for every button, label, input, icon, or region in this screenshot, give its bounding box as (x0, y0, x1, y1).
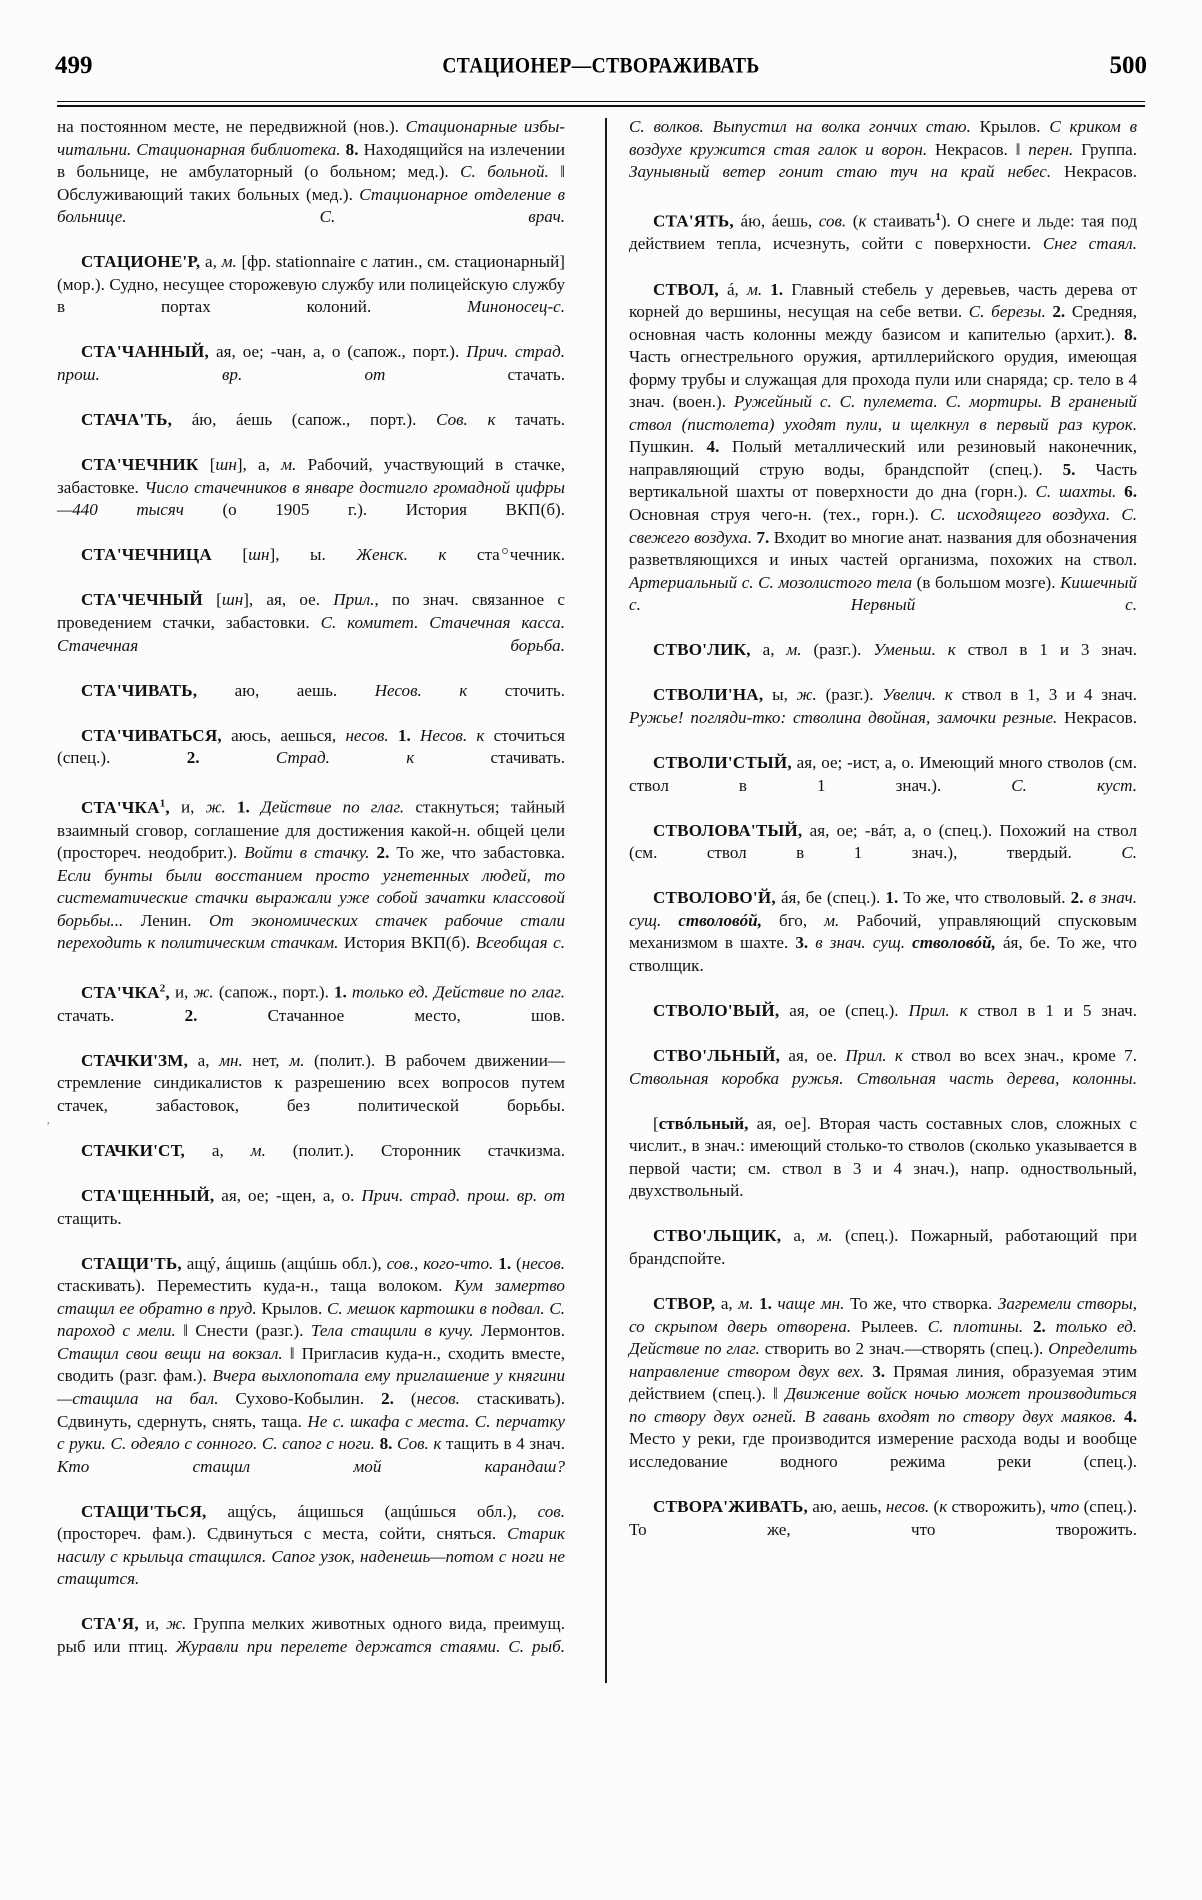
dictionary-entry: СТАЧА'ТЬ, áю, áешь (сапож., порт.). Сов. к тачать. (81, 410, 566, 430)
dictionary-entry: СТАЧКИ'СТ, а, м. (полит.). Сторонник стачкизма. (81, 1140, 565, 1160)
dictionary-entry: СТАЧКИ'ЗМ, а, мн. нет, м. (полит.). В рабочем движении—стремление синдикалистов к разрешению всех вопросов путем стачек, забастовок, без политической борьбы. (57, 1050, 565, 1115)
dictionary-entry: СТВОЛИ'НА, ы, ж. (разг.). Увелич. к ствол в 1, 3 и 4 знач. Ружье! погляди-тко: стволина двойная, замочки резные. Некрасов. (629, 685, 1138, 727)
dictionary-entry: СТАЩИ'ТЬСЯ, ащýсь, áщишься (ащúшься обл.), сов. (простореч. фам.). Сдвинуться с места, сойти, сняться. Старик насилу с крыльца стащился. Сапог узок, наденешь—потом с ноги не стащится. (57, 1501, 565, 1589)
folio-right: 500 (1109, 52, 1147, 79)
dictionary-entry: СТАЦИОНЕ'Р, а, м. [фр. stationnaire с латин., см. стационарный] (мор.). Судно, несущее сторожевую службу или полицейскую службу в портах колоний. Миноносец-с. (57, 252, 565, 317)
dictionary-entry: СТВОЛ, á, м. 1. Главный стебель у деревьев, часть дерева от корней до вершины, несущая на себе ветви. С. березы. 2. Средняя, основная часть колонны между базисом и капителью (архит.). 8. Часть огнестрельного оружия, артиллерийского орудия, имеющая форму трубы и служащая для прохода пули или снаряда; ср. тело в 4 знач. (воен.). Ружейный с. С. пулемета. С. мортиры. В граненый ствол (пистолета) уходят пули, и щелкнул в первый раз курок. Пушкин. 4. Полый металлический или резиновый наконечник, направляющий струю воды, брандспойт (спец.). 5. Часть вертикальной шахты от поверхности до дна (горн.). С. шахты. 6. Основная струя чего-н. (тех., горн.). С. исходящего воздуха. С. свежего воздуха. 7. Входит во многие анат. названия для обозначения разветвляющихся и иных частей организма, похожих на ствол. Артериальный с. С. мозолистого тела (в большом мозге). Кишечный с. Нервный с. (629, 279, 1137, 615)
running-head-title: СТАЦИОНЕР—СТВОРАЖИВАТЬ (442, 54, 760, 78)
column-right (629, 116, 1137, 1766)
dictionary-entry: СТВОЛО'ВЫЙ, ая, ое (спец.). Прил. к ствол в 1 и 5 знач. (653, 1001, 1138, 1021)
dictionary-entry: СТВОЛОВО'Й, áя, бе (спец.). 1. То же, что стволовый. 2. в знач. сущ. стволовóй, бго, м. Рабочий, управляющий спусковым механизмом в шахте. 3. в знач. сущ. стволовóй, áя, бе. То же, что стволщик. (629, 888, 1138, 975)
dictionary-entry: СТА'ЧКА$^1$, и, ж. 1. Действие по глаг. стакнуться; тайный взаимный сговор, соглашение для достижения какой-н. общей цели (простореч. неодобрит.). Войти в стачку. 2. То же, что забастовка. Если бунты были восстанием просто угнетенных людей, то систематические стачки выражали уже собой зачатки классовой борьбы... Ленин. От экономических стачек рабочие стали переходить к политическим стачкам. История ВКП(б). Всеобщая с. (57, 797, 565, 953)
dictionary-entry: СТАЩИ'ТЬ, ащý, áщишь (ащúшь обл.), сов., кого-что. 1. (несов. стаскивать). Переместить куда-н., таща волоком. Кум замертво стащил ее обратно в пруд. Крылов. С. мешок картошки в подвал. С. пароход с мели. ‖ Снести (разг.). Тела стащили в кучу. Лермонтов. Стащил свои вещи на вокзал. ‖ Пригласив куда-н., сходить вместе, сводить (разг. фам.). Вчера выхлопотала ему приглашение у княгини—стащила на бал. Сухово-Кобылин. 2. (несов. стаскивать). Сдвинуть, сдернуть, снять, таща. Не с. шкафа с места. С. перчатку с руки. С. одеяло с сонного. С. сапог с ноги. 8. Сов. к тащить в 4 знач. Кто стащил мой карандаш? (57, 1253, 566, 1476)
column-left (57, 116, 583, 1766)
dictionary-entry: СТВО'ЛЬНЫЙ, ая, ое. Прил. к ствол во всех знач., кроме 7. Ствольная коробка ружья. Ствольная часть дерева, колонны. (629, 1046, 1137, 1088)
entry-continuation: С. волков. Выпустил на волка гончих стаю. Крылов. С криком в воздухе кружится стая галок и ворон. Некрасов. ‖ перен. Группа. Заунывный ветер гонит стаю туч на край небес. Некрасов. (629, 117, 1137, 182)
rule-thick (57, 105, 1145, 107)
column-divider (605, 118, 607, 1683)
dictionary-entry: СТА'ЧЕЧНИЦА [шн], ы. Женск. к ста чечник. (81, 545, 565, 565)
dictionary-entry: [ствóльный, ая, ое]. Вторая часть составных слов, сложных с числит., в знач.: имеющий столько-то стволов (сколько указывается в первой части; см. ствол в 3 и 4 знач.), напр. одноствольный, двухствольный. (629, 1113, 1137, 1201)
dictionary-entry: СТА'ЧЕЧНЫЙ [шн], ая, ое. Прил., по знач. связанное с проведением стачки, забастовки. С. комитет. Стачечная касса. Стачечная борьба. (57, 590, 566, 655)
dictionary-entry: СТВОР, а, м. 1. чаще мн. То же, что створка. Загремели створы, со скрыпом дверь отворена. Рылеев. С. плотины. 2. только ед. Действие по глаг. створить во 2 знач.—створять (спец.). Определить направление створом двух вех. 3. Прямая линия, образуемая этим действием (спец.). ‖ Движение войск ночью может производиться по створу двух огней. В гавань входят по створу двух маяков. 4. Место у реки, где производится измерение расхода воды и вообще исследование водного режима реки (спец.). (629, 1294, 1138, 1471)
dictionary-entry: СТА'ЧКА$^2$, и, ж. (сапож., порт.). 1. только ед. Действие по глаг. стачать. 2. Стачанное место, шов. (57, 982, 565, 1025)
dictionary-entry: СТВО'ЛИК, а, м. (разг.). Уменьш. к ствол в 1 и 3 знач. (653, 640, 1137, 660)
dictionary-entry: СТА'ЧАННЫЙ, ая, ое; -чан, а, о (сапож., порт.). Прич. страд. прош. вр. от стачать. (57, 342, 565, 385)
dictionary-entry: СТА'Я, и, ж. Группа мелких животных одного вида, преимущ. рыб или птиц. Журавли при перелете держатся стаями. С. рыб. (57, 1614, 565, 1657)
dictionary-entry: СТВО'ЛЬЩИК, а, м. (спец.). Пожарный, работающий при брандспойте. (629, 1226, 1137, 1269)
dictionary-entry: СТА'ЧИВАТЬ, аю, аешь. Несов. к сточить. (81, 680, 565, 700)
header-rules (57, 101, 1145, 107)
dictionary-entry: СТА'ЧИВАТЬСЯ, аюсь, аешься, несов. 1. Несов. к сточиться (спец.). 2. Страд. к стачивать. (57, 725, 565, 768)
running-head (55, 52, 1147, 86)
folio-left: 499 (55, 52, 93, 79)
dictionary-entry: СТА'ЯТЬ, áю, áешь, сов. (к стаивать$^1$). О снеге и льде: тая под действием тепла, исчезнуть, сойти с поверхности. Снег стаял. (629, 211, 1138, 254)
dictionary-entry: СТА'ЩЕННЫЙ, ая, ое; -щен, а, о. Прич. страд. прош. вр. от стащить. (57, 1186, 566, 1228)
entry-continuation: на постоянном месте, не передвижной (нов.). Стационарные избы-читальни. Стационарная библиотека. 8. Находящийся на излечении в больнице, не амбулаторный (о больном; мед.). С. больной. ‖ Обслуживающий таких больных (мед.). Стационарное отделение в больнице. С. врач. (57, 117, 566, 227)
dictionary-entry: СТВОЛИ'СТЫЙ, ая, ое; -ист, а, о. Имеющий много стволов (см. ствол в 1 знач.). С. куст. (629, 753, 1137, 795)
dictionary-entry: СТВОЛОВА'ТЫЙ, ая, ое; -вáт, а, о (спец.). Похожий на ствол (см. ствол в 1 знач.), твердый. С. (629, 820, 1137, 863)
dictionary-entry: СТА'ЧЕЧНИК [шн], а, м. Рабочий, участвующий в стачке, забастовке. Число стачечников в январе достигло громадной цифры—440 тысяч (о 1905 г.). История ВКП(б). (57, 455, 566, 520)
margin-mark: ˒ (46, 1113, 51, 1128)
text-columns (57, 116, 1147, 1766)
dictionary-entry: СТВОРА'ЖИВАТЬ, аю, аешь, несов. (к створожить), что (спец.). То же, что творожить. (629, 1497, 1137, 1539)
